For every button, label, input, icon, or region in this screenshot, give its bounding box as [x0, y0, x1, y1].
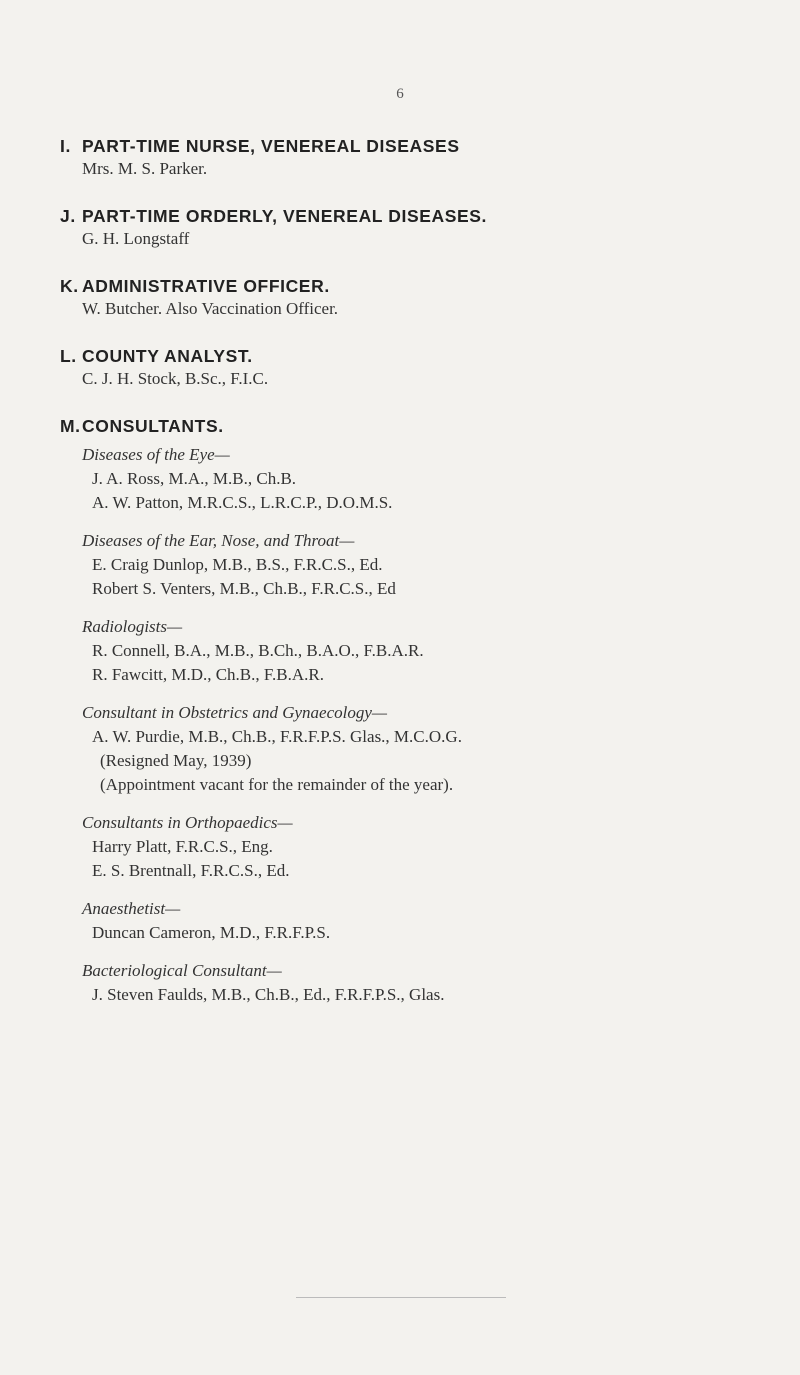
consultant-note: (Resigned May, 1939) [100, 751, 252, 770]
section-part-time-nurse [60, 135, 780, 181]
consultant-name: J. A. Ross, M.A., M.B., Ch.B. [92, 469, 297, 488]
document-body [60, 135, 780, 1031]
consultant-group-title: Diseases of the Ear, Nose, and Throat— [82, 531, 355, 550]
consultant-group-title: Anaesthetist— [82, 899, 181, 918]
section-heading: K. ADMINISTRATIVE OFFICER. [60, 276, 330, 296]
consultant-name: R. Fawcitt, M.D., Ch.B., F.B.A.R. [92, 665, 324, 684]
consultant-group-obstetrics [82, 701, 780, 797]
section-county-analyst [60, 345, 780, 391]
consultant-name: Harry Platt, F.R.C.S., Eng. [92, 837, 273, 856]
section-heading: J. PART-TIME ORDERLY, VENEREAL DISEASES. [60, 206, 488, 226]
consultant-name: R. Connell, B.A., M.B., B.Ch., B.A.O., F.B.A.R. [92, 641, 424, 660]
consultant-note: (Appointment vacant for the remainder of the year). [100, 775, 454, 794]
section-heading: I. PART-TIME NURSE, VENEREAL DISEASES [60, 136, 460, 156]
consultant-name: Duncan Cameron, M.D., F.R.F.P.S. [92, 923, 331, 942]
divider-rule [296, 1297, 506, 1298]
consultant-group-title: Bacteriological Consultant— [82, 961, 282, 980]
consultant-name: Robert S. Venters, M.B., Ch.B., F.R.C.S., Ed [92, 579, 396, 598]
consultant-name: J. Steven Faulds, M.B., Ch.B., Ed., F.R.F.P.S., Glas. [92, 985, 445, 1004]
page-number: 6 [396, 86, 404, 102]
consultant-group-title: Radiologists— [82, 617, 183, 636]
consultant-name: A. W. Purdie, M.B., Ch.B., F.R.F.P.S. Glas., M.C.O.G. [92, 727, 462, 746]
staff-name: Mrs. M. S. Parker. [82, 159, 208, 178]
consultant-group-eye [82, 443, 780, 515]
staff-name: C. J. H. Stock, B.Sc., F.I.C. [82, 369, 269, 388]
consultant-group-title: Consultants in Orthopaedics— [82, 813, 293, 832]
section-administrative-officer [60, 275, 780, 321]
section-consultants [60, 415, 780, 1007]
consultant-group-radiologists [82, 615, 780, 687]
staff-name: G. H. Longstaff [82, 229, 190, 248]
consultant-group-ent [82, 529, 780, 601]
consultant-name: E. S. Brentnall, F.R.C.S., Ed. [92, 861, 290, 880]
consultant-group-title: Diseases of the Eye— [82, 445, 230, 464]
consultant-name: A. W. Patton, M.R.C.S., L.R.C.P., D.O.M.S. [92, 493, 393, 512]
staff-name: W. Butcher. Also Vaccination Officer. [82, 299, 339, 318]
consultant-group-title: Consultant in Obstetrics and Gynaecology— [82, 703, 388, 722]
consultant-name: E. Craig Dunlop, M.B., B.S., F.R.C.S., Ed. [92, 555, 383, 574]
section-heading: M.CONSULTANTS. [60, 416, 224, 436]
consultant-group-anaesthetist [82, 897, 780, 945]
section-part-time-orderly [60, 205, 780, 251]
consultant-group-orthopaedics [82, 811, 780, 883]
consultant-group-bacteriological [82, 959, 780, 1007]
section-heading: L. COUNTY ANALYST. [60, 346, 253, 366]
